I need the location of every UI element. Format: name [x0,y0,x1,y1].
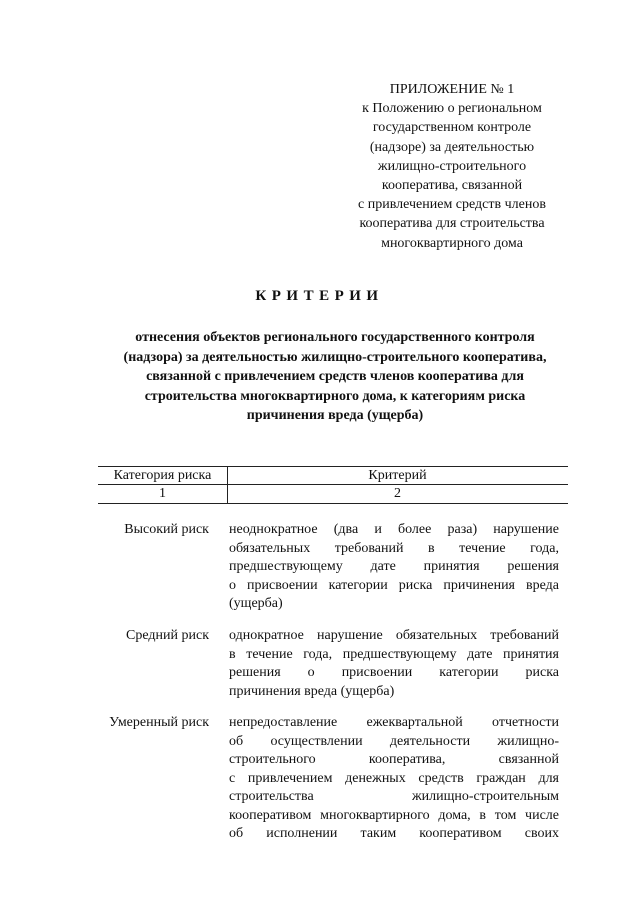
header-category: Категория риска [113,468,212,483]
criterion-line: строительства жилищно-строительным [229,789,559,804]
subtitle-line: отнесения объектов регионального государственного контроля [135,330,535,345]
header-row [98,467,568,484]
criterion-line: кооперативом многоквартирного дома, в том числе [229,807,559,823]
criterion-line: в течение года, предшествующему дате принятия [229,646,559,662]
subtitle-line: строительства многоквартирного дома, к категориям риска [144,388,526,404]
risk-category: Высокий риск [124,522,209,537]
column-number-2: 2 [394,486,401,501]
document-title: КРИТЕРИИ [255,288,384,304]
table-column-divider [227,466,228,503]
column-number-row [98,485,568,502]
appendix-line: с привлечением средств членов [358,197,546,213]
document-subtitle [100,328,570,426]
criterion-line: однократное нарушение обязательных требований [229,628,559,643]
table-bottom-rule [98,503,568,504]
header-criterion: Критерий [368,468,427,483]
appendix-line: кооператива, связанной [381,178,523,194]
criterion-line: строительного кооператива, связанной [229,752,559,767]
subtitle-line: связанной с привлечением средств членов кооператива для [146,369,524,385]
appendix-line: кооператива для строительства [359,216,545,232]
appendix-line: жилищно-строительного [377,158,527,174]
criterion-line: неоднократное (два и более раза) нарушение [229,522,559,537]
criterion-line: решения о присвоении категории риска [229,665,559,680]
criterion-line: (ущерба) [229,596,283,611]
risk-criterion [229,627,559,701]
risk-criterion [229,714,559,844]
criterion-line: о присвоении категории риска причинения вреда [229,577,559,593]
appendix-line: (надзоре) за деятельностью [369,139,535,155]
criterion-line: об осуществлении деятельности жилищно- [229,733,559,749]
appendix-line: многоквартирного дома [381,235,523,251]
criterion-line: обязательных требований в течение года, [229,540,559,556]
criterion-line: непредоставление ежеквартальной отчетности [229,715,559,730]
criterion-line: предшествующему дате принятия решения [229,559,559,574]
column-number-1: 1 [159,486,166,501]
appendix-line: государственном контроле [372,120,532,136]
risk-category: Средний риск [126,628,209,643]
appendix-line: к Положению о региональном [362,101,542,117]
risk-criterion [229,521,559,614]
criterion-line: с привлечением денежных средств граждан для [229,770,559,786]
subtitle-line: (надзора) за деятельностью жилищно-строительного кооператива, [123,349,547,365]
criterion-line: об исполнении таким кооперативом своих [229,826,559,841]
appendix-line: ПРИЛОЖЕНИЕ № 1 [389,82,515,97]
risk-category: Умеренный риск [109,715,209,730]
appendix-block [340,80,564,253]
subtitle-line: причинения вреда (ущерба) [246,408,424,424]
criteria-table-header [98,466,568,500]
criterion-line: причинения вреда (ущерба) [229,683,395,699]
